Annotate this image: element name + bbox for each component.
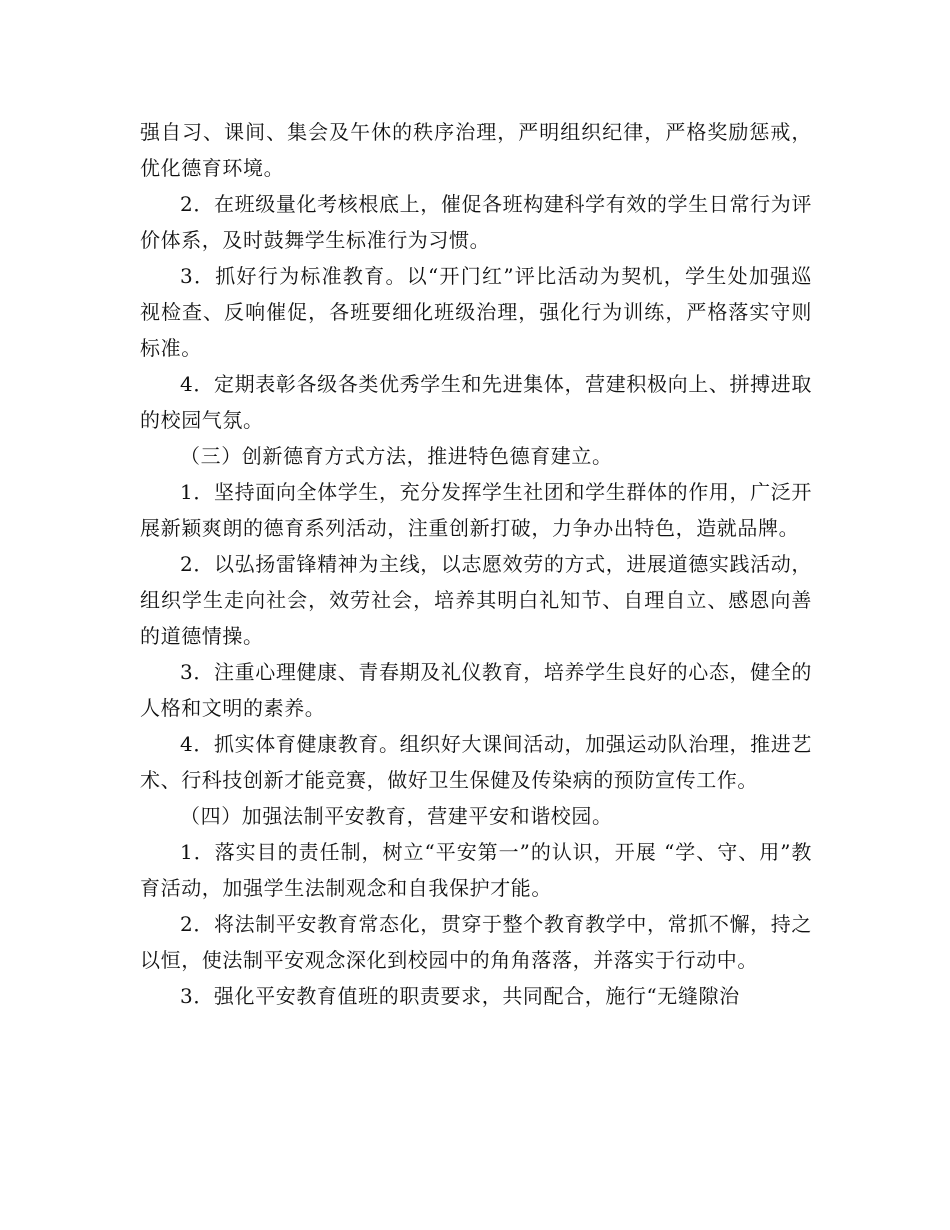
list-item-1-responsibility: 1．落实目的责任制，树立“平安第一”的认识，开展 “学、守、用”教育活动，加强学生法制观念和自我保护才能。 [140, 840, 812, 900]
document-body [140, 114, 812, 1014]
list-item-2-class-assessment: 2．在班级量化考核根底上，催促各班构建科学有效的学生日常行为评价体系，及时鼓舞学生标准行为习惯。 [140, 192, 812, 252]
list-item-2-legal-safety: 2．将法制平安教育常态化，贯穿于整个教育教学中，常抓不懈，持之以恒，使法制平安观念深化到校园中的角角落落，并落实于行动中。 [140, 912, 812, 972]
section-heading-3: （三）创新德育方式方法，推进特色德育建立。 [180, 444, 613, 468]
list-item-3-mental-health: 3．注重心理健康、青春期及礼仪教育，培养学生良好的心态，健全的人格和文明的素养。 [140, 660, 812, 720]
list-item-3-duty-requirements: 3．强化平安教育值班的职责要求，共同配合，施行“无缝隙治 [180, 984, 740, 1008]
list-item-3-behavior-education: 3．抓好行为标准教育。以“开门红”评比活动为契机，学生处加强巡视检查、反响催促，各班要细化班级治理，强化行为训练，严格落实守则标准。 [140, 264, 812, 360]
list-item-1-student-groups: 1．坚持面向全体学生，充分发挥学生社团和学生群体的作用，广泛开展新颖爽朗的德育系列活动，注重创新打破，力争办出特色，造就品牌。 [140, 480, 812, 540]
paragraph-continuation: 强自习、课间、集会及午休的秩序治理，严明组织纪律，严格奖励惩戒，优化德育环境。 [140, 120, 812, 180]
list-item-4-sports-health: 4．抓实体育健康教育。组织好大课间活动，加强运动队治理，推进艺术、行科技创新才能竞赛，做好卫生保健及传染病的预防宣传工作。 [140, 732, 812, 792]
list-item-4-commendation: 4．定期表彰各级各类优秀学生和先进集体，营建积极向上、拼搏进取的校园气氛。 [140, 372, 812, 432]
section-heading-4: （四）加强法制平安教育，营建平安和谐校园。 [180, 804, 613, 828]
list-item-2-volunteer-service: 2．以弘扬雷锋精神为主线，以志愿效劳的方式，进展道德实践活动，组织学生走向社会，效劳社会，培养其明白礼知节、自理自立、感恩向善的道德情操。 [140, 552, 812, 648]
